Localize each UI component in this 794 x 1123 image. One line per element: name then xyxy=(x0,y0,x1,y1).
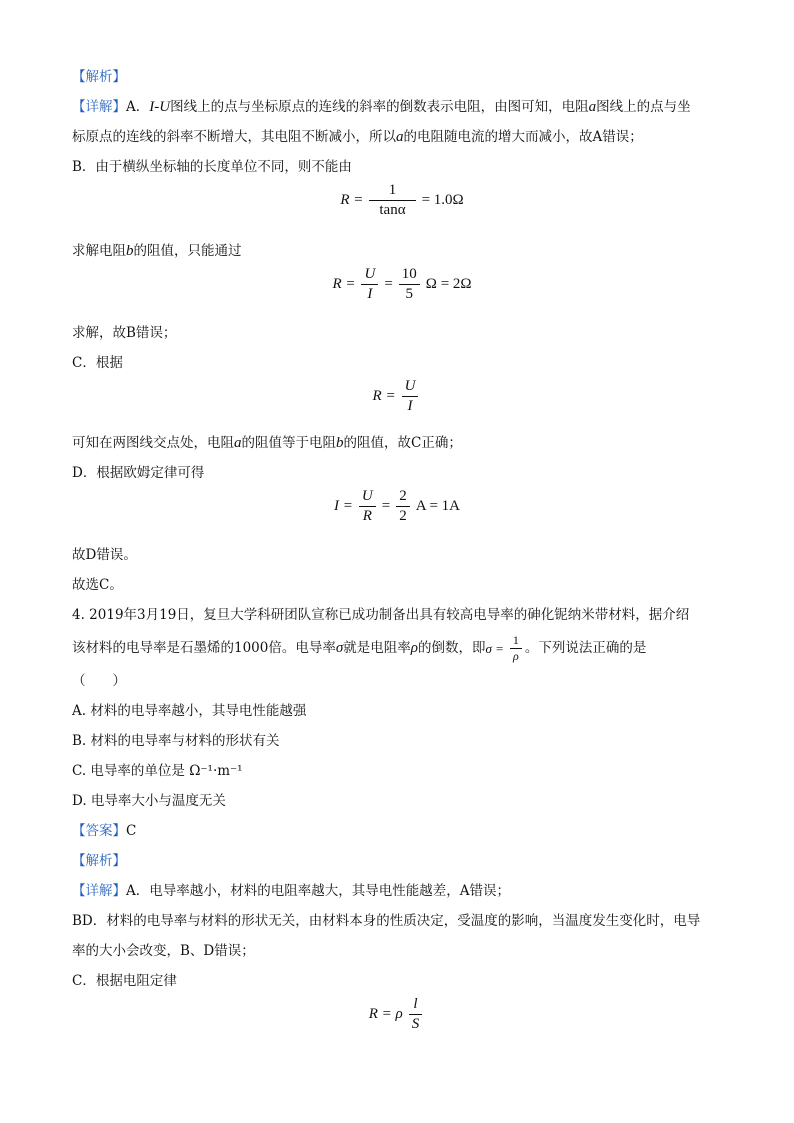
eq4-numerator-1: U xyxy=(361,488,373,504)
document-page xyxy=(72,62,722,1046)
text-segment: 求解电阻 xyxy=(72,243,126,259)
eq4-fraction-2 xyxy=(396,488,410,525)
text-segment: 求解，故B错误； xyxy=(72,325,177,341)
text-segment: 的阻值等于电阻 xyxy=(241,435,336,451)
equation-3 xyxy=(72,378,722,428)
option-c xyxy=(72,756,722,786)
question4-line1 xyxy=(72,600,722,630)
option-a-prefix: A． xyxy=(126,99,150,115)
eq2-lhs: R = xyxy=(332,276,356,292)
text-segment: C．根据 xyxy=(72,355,123,371)
eq4-rhs: A = 1A xyxy=(415,498,460,514)
explanation-q4-bd-1 xyxy=(72,906,722,936)
question4-line2 xyxy=(72,630,722,666)
text-segment: D．根据欧姆定律可得 xyxy=(72,465,205,481)
text-segment: A．电导率越小，材料的电阻率越大，其导电性能越差，A错误； xyxy=(126,883,510,899)
eq1-lhs: R = xyxy=(340,192,364,208)
text-segment: 图线上的点与坐标原点的连线的斜率的倒数表示电阻，由图可知，电阻 xyxy=(170,99,589,115)
text-segment: B．由于横纵坐标轴的长度单位不同，则不能由 xyxy=(72,159,352,175)
var-b: b xyxy=(336,435,344,451)
eq3-lhs: R = xyxy=(372,388,396,404)
equation-5 xyxy=(72,996,722,1046)
jiexi-label: 【解析】 xyxy=(72,853,126,869)
explanation-d-line2 xyxy=(72,540,722,570)
explanation-q4-c xyxy=(72,966,722,996)
answer-heading xyxy=(72,816,722,846)
equation-1 xyxy=(72,182,722,236)
text-segment: 图线上的点与坐 xyxy=(596,99,691,115)
explanation-c-line2 xyxy=(72,428,722,458)
eq4-denominator-2: 2 xyxy=(396,506,410,525)
text-segment: 率的大小会改变，B、D错误； xyxy=(72,943,255,959)
eq2-numerator-1: U xyxy=(364,266,376,282)
explanation-a-line1 xyxy=(72,92,722,122)
text-segment: 的阻值，只能通过 xyxy=(133,243,242,259)
option-c-text: C. 电导率的单位是 Ω⁻¹·m⁻¹ xyxy=(72,763,243,779)
explanation-c-line1 xyxy=(72,348,722,378)
explanation-b-line1 xyxy=(72,152,722,182)
jiexi-heading-2 xyxy=(72,846,722,876)
eq3-denominator: I xyxy=(402,396,419,415)
eq1-denominator: tanα xyxy=(369,200,415,219)
explanation-q4-a xyxy=(72,876,722,906)
explanation-d-line1 xyxy=(72,458,722,488)
eq4-denominator-1: R xyxy=(359,506,376,525)
eq5-fraction xyxy=(409,996,423,1033)
text-segment: 故选C。 xyxy=(72,577,123,593)
option-a-text: A. 材料的电导率越小，其导电性能越强 xyxy=(72,703,307,719)
xiangjie-label: 【详解】 xyxy=(72,99,126,115)
eq1-numerator: 1 xyxy=(388,182,397,198)
eq1-rhs: = 1.0Ω xyxy=(421,192,464,208)
answer-label: 【答案】 xyxy=(72,823,126,839)
text-segment: 的阻值，故C正确； xyxy=(343,435,462,451)
inline-eq-denominator: ρ xyxy=(510,648,522,663)
sigma-symbol: σ xyxy=(335,640,344,656)
eq4-fraction-1 xyxy=(359,488,376,525)
jiexi-label: 【解析】 xyxy=(72,69,126,85)
text-segment: 可知在两图线交点处，电阻 xyxy=(72,435,234,451)
explanation-a-line2 xyxy=(72,122,722,152)
text-segment: BD．材料的电导率与材料的形状无关，由材料本身的性质决定，受温度的影响，当温度发生变化时，电导 xyxy=(72,913,701,929)
eq2-numerator-2: 10 xyxy=(401,266,417,282)
rho-symbol: ρ xyxy=(410,640,418,656)
var-b: b xyxy=(126,243,134,259)
eq2-equals: = xyxy=(384,276,393,292)
eq3-numerator: U xyxy=(404,378,416,394)
option-a xyxy=(72,696,722,726)
eq2-denominator-1: I xyxy=(361,284,378,303)
xiangjie-label: 【详解】 xyxy=(72,883,126,899)
explanation-b-line2 xyxy=(72,236,722,266)
option-b-text: B. 材料的电导率与材料的形状有关 xyxy=(72,733,280,749)
option-d xyxy=(72,786,722,816)
text-segment: 就是电阻率 xyxy=(343,640,411,656)
equation-4 xyxy=(72,488,722,540)
text-segment: C．根据电阻定律 xyxy=(72,973,177,989)
text-segment: 的倒数，即 xyxy=(417,640,486,656)
var-a: a xyxy=(588,99,597,115)
equation-2 xyxy=(72,266,722,318)
eq2-rhs: Ω = 2Ω xyxy=(425,276,472,292)
option-d-text: D. 电导率大小与温度无关 xyxy=(72,793,226,809)
explanation-b-line3 xyxy=(72,318,722,348)
eq1-fraction xyxy=(369,182,415,219)
text-segment: 的电阻随电流的增大而减小，故A错误； xyxy=(403,129,643,145)
question4-paren xyxy=(72,666,722,696)
option-b xyxy=(72,726,722,756)
text-segment: 故D错误。 xyxy=(72,547,137,563)
eq2-denominator-2: 5 xyxy=(399,284,420,303)
var-a: a xyxy=(234,435,242,451)
inline-eq-lhs: σ = xyxy=(485,640,504,656)
text-segment: 。下列说法正确的是 xyxy=(524,640,647,656)
eq4-lhs: I = xyxy=(334,498,353,514)
answer-blank: （ ） xyxy=(72,673,126,689)
eq2-fraction-2 xyxy=(399,266,420,303)
answer-value: C xyxy=(126,823,137,839)
eq5-lhs: R = ρ xyxy=(368,1006,403,1022)
eq5-denominator: S xyxy=(409,1014,423,1033)
eq5-numerator: l xyxy=(413,996,418,1012)
answer-line xyxy=(72,570,722,600)
eq3-fraction xyxy=(402,378,419,415)
eq4-numerator-2: 2 xyxy=(399,488,407,504)
explanation-q4-bd-2 xyxy=(72,936,722,966)
jiexi-heading xyxy=(72,62,722,92)
text-segment: 标原点的连线的斜率不断增大，其电阻不断减小，所以 xyxy=(72,129,396,145)
inline-eq-numerator: 1 xyxy=(512,633,519,647)
iu-symbol: I-U xyxy=(149,99,171,115)
question4-stem: 4. 2019年3月19日，复旦大学科研团队宣称已成功制备出具有较高电导率的砷化铌纳米带材料，据介绍 xyxy=(72,607,690,623)
eq2-fraction-1 xyxy=(361,266,378,303)
inline-eq-fraction xyxy=(510,634,522,663)
eq4-equals: = xyxy=(381,498,391,514)
var-a: a xyxy=(396,129,404,145)
text-segment: 该材料的电导率是石墨烯的1000倍。电导率 xyxy=(72,640,336,656)
